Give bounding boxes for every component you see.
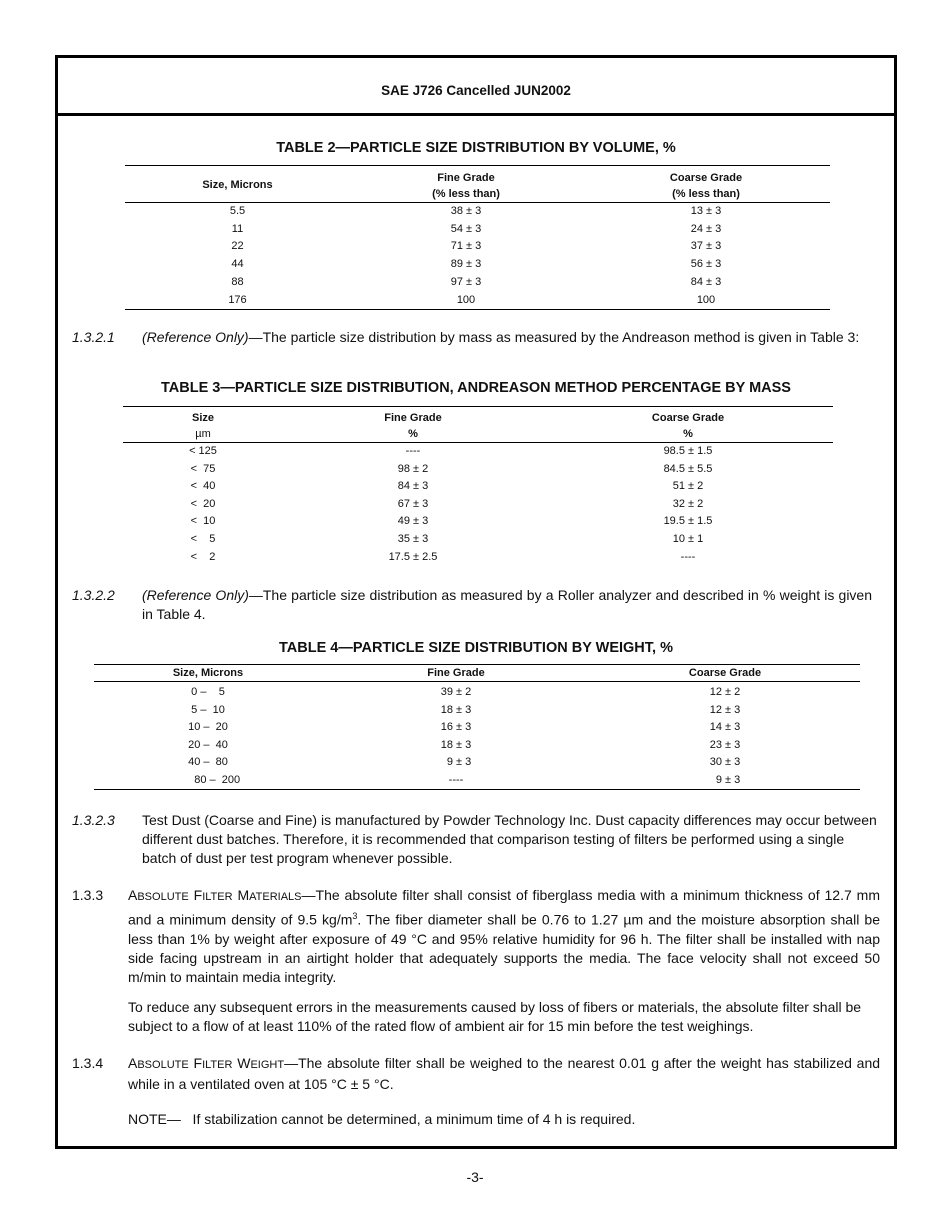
table-row [94, 719, 860, 737]
table-cell: 9 ± 3 [709, 773, 741, 786]
page-number: -3- [466, 1169, 484, 1185]
table-cell: 51 ± 2 [672, 480, 704, 493]
table-cell: 84 ± 3 [397, 480, 429, 493]
page-frame [55, 55, 897, 1149]
table-cell: 176 [228, 293, 247, 306]
table-cell: 54 ± 3 [450, 222, 482, 235]
table-row [94, 737, 860, 755]
table-cell: 23 ± 3 [709, 738, 741, 751]
table-3-header-coarse-line1: Coarse Grade [651, 412, 725, 424]
heading-word-rest: ILTER [202, 1059, 233, 1071]
section-1321-lead: (Reference Only) [142, 329, 249, 345]
table-row [123, 478, 833, 496]
table-cell: 84 ± 3 [690, 275, 722, 288]
table-cell: ---- [448, 773, 464, 786]
table-4-caption: TABLE 4—PARTICLE SIZE DISTRIBUTION BY WEIGHT, % [279, 640, 673, 656]
table-row [125, 238, 830, 256]
table-cell: 10 – 20 [188, 721, 228, 734]
table-4 [94, 664, 860, 790]
section-134-text [128, 1054, 880, 1094]
table-cell: 13 ± 3 [690, 205, 722, 217]
table-cell: 22 [231, 240, 244, 253]
table-3-header-fine [283, 407, 543, 443]
table-2-header-size: Size, Microns [125, 166, 350, 203]
section-number-134: 1.3.4 [72, 1055, 104, 1071]
table-3-header-fine-line2: % [408, 428, 418, 440]
superscript-3: 3 [352, 911, 358, 921]
table-cell: 44 [231, 258, 244, 271]
heading-word: A [128, 1055, 138, 1071]
section-133-body-a: —The absolute filter shall consist of fiberglass media with a minimum thickness of 12.7 mm and a minimum density of 9.5 kg/m [128, 887, 880, 928]
heading-word-rest: BSOLUTE [137, 1059, 189, 1071]
table-cell: < 5 [190, 532, 216, 545]
table-cell: 12 ± 2 [709, 685, 741, 698]
table-cell: ---- [405, 445, 421, 457]
table-row [125, 292, 830, 310]
heading-word-rest: BSOLUTE [137, 891, 189, 903]
table-cell: 24 ± 3 [690, 222, 722, 235]
section-1323-text: Test Dust (Coarse and Fine) is manufactured by Powder Technology Inc. Dust capacity differences may occur between different dust batches. Therefore, it is recommended that comparison testing of filters be performed using a single batch of dust per test program whenever possible. [142, 812, 877, 866]
table-2-header-fine-line2: (% less than) [432, 188, 500, 200]
section-1321-text [142, 328, 872, 347]
table-cell: 12 ± 3 [709, 703, 741, 716]
table-row [94, 754, 860, 772]
table-row [123, 549, 833, 567]
table-cell: 17.5 ± 2.5 [388, 550, 438, 563]
table-cell: ---- [680, 550, 696, 563]
table-2 [125, 165, 830, 310]
table-2-header-coarse-line2: (% less than) [672, 188, 740, 200]
section-134-note: NOTE— If stabilization cannot be determined, a minimum time of 4 h is required. [128, 1111, 636, 1127]
table-cell: 35 ± 3 [397, 532, 429, 545]
heading-word-rest: ILTER [202, 891, 233, 903]
heading-word: F [193, 887, 203, 903]
table-cell: 97 ± 3 [450, 275, 482, 288]
table-cell: 5.5 [229, 205, 246, 217]
section-number-1321: 1.3.2.1 [72, 329, 115, 345]
table-4-header-fine: Fine Grade [322, 665, 590, 682]
table-cell: 88 [231, 275, 244, 288]
page-header [58, 58, 894, 116]
table-cell: 100 [456, 293, 476, 306]
table-cell: 38 ± 3 [450, 205, 482, 217]
table-cell: 19.5 ± 1.5 [663, 515, 713, 528]
table-row [123, 496, 833, 514]
table-cell: 71 ± 3 [450, 240, 482, 253]
table-cell: < 125 [189, 445, 217, 457]
section-133-text [128, 886, 880, 987]
table-cell: 16 ± 3 [440, 721, 472, 734]
table-3-header-size [123, 407, 283, 443]
table-cell: 0 – 5 [191, 685, 225, 698]
table-3-header-coarse [543, 407, 833, 443]
table-cell: 49 ± 3 [397, 515, 429, 528]
table-row [123, 461, 833, 479]
table-cell: 20 – 40 [188, 738, 228, 751]
table-cell: < 40 [190, 480, 216, 493]
section-number-1322: 1.3.2.2 [72, 587, 115, 603]
table-cell: < 10 [190, 515, 216, 528]
table-cell: < 75 [190, 462, 216, 475]
heading-word-rest: EIGHT [250, 1059, 285, 1071]
table-cell: 18 ± 3 [440, 703, 472, 716]
section-133-body-b: . The fiber diameter shall be 0.76 to 1.27 µm and the moisture absorption shall be less than 1% by weight after exposure of 49 °C and 95% relative humidity for 96 h. The filter shall be installed with nap side facing upstream in an airtight holder that adequately supports the media. The face velocity shall not exceed 50 m/min to maintain media integrity. [128, 911, 880, 985]
heading-word: M [237, 887, 250, 903]
section-133-heading [128, 887, 302, 903]
table-cell: 18 ± 3 [440, 738, 472, 751]
section-134-body: —The absolute filter shall be weighed to the nearest 0.01 g after the weight has stabilized and while in a ventilated oven at 105 °C ± 5 °C. [128, 1055, 881, 1092]
table-3-header-size-line2: µm [195, 428, 211, 440]
section-1322-text [142, 586, 872, 624]
table-row [123, 443, 833, 461]
table-2-header-fine [350, 166, 582, 203]
table-cell: 5 – 10 [191, 703, 225, 716]
table-cell: 40 – 80 [188, 756, 228, 769]
table-2-caption: TABLE 2—PARTICLE SIZE DISTRIBUTION BY VOLUME, % [276, 140, 676, 156]
table-cell: 67 ± 3 [397, 497, 429, 510]
table-cell: < 20 [190, 497, 216, 510]
section-134-heading [128, 1055, 284, 1071]
table-row [125, 274, 830, 292]
section-number-133: 1.3.3 [72, 887, 104, 903]
heading-word: A [128, 887, 138, 903]
table-row [123, 513, 833, 531]
table-row [94, 682, 860, 702]
table-cell: 11 [231, 222, 244, 235]
table-cell: 32 ± 2 [672, 497, 704, 510]
table-cell: 9 ± 3 [440, 756, 472, 769]
heading-word-rest: ATERIALS [249, 891, 302, 903]
table-row [125, 256, 830, 274]
table-3-header-fine-line1: Fine Grade [384, 412, 442, 424]
table-row [125, 221, 830, 239]
table-cell: 37 ± 3 [690, 240, 722, 253]
table-cell: 98.5 ± 1.5 [663, 445, 713, 457]
table-cell: 80 – 200 [175, 773, 241, 786]
table-row [94, 702, 860, 720]
table-cell: 14 ± 3 [709, 721, 741, 734]
table-cell: 89 ± 3 [450, 258, 482, 271]
table-3-header-size-line1: Size [191, 412, 214, 424]
section-1322-lead: (Reference Only) [142, 587, 249, 603]
table-cell: 10 ± 1 [672, 532, 704, 545]
table-2-header-fine-line1: Fine Grade [437, 172, 495, 184]
heading-word: W [237, 1055, 251, 1071]
table-3-caption: TABLE 3—PARTICLE SIZE DISTRIBUTION, ANDREASON METHOD PERCENTAGE BY MASS [161, 380, 791, 396]
table-row [123, 531, 833, 549]
document-title: SAE J726 Cancelled JUN2002 [381, 83, 571, 98]
table-4-header-coarse: Coarse Grade [590, 665, 860, 682]
table-3-header-coarse-line2: % [683, 428, 693, 440]
table-cell: 98 ± 2 [397, 462, 429, 475]
section-number-1323: 1.3.2.3 [72, 812, 115, 828]
table-cell: < 2 [190, 550, 216, 563]
table-cell: 100 [696, 293, 716, 306]
table-cell: 30 ± 3 [709, 756, 741, 769]
table-3 [123, 406, 833, 566]
table-row [94, 772, 860, 790]
section-1321-body: —The particle size distribution by mass as measured by the Andreason method is given in Table 3: [248, 329, 860, 345]
heading-word: F [193, 1055, 203, 1071]
section-1322-body: —The particle size distribution as measured by a Roller analyzer and described in % weight is given in Table 4. [142, 587, 872, 622]
table-cell: 39 ± 2 [440, 685, 472, 698]
table-2-header-coarse-line1: Coarse Grade [669, 172, 743, 184]
table-2-header-coarse [582, 166, 830, 203]
table-row [125, 203, 830, 221]
section-133-paragraph-2: To reduce any subsequent errors in the measurements caused by loss of fibers or materials, the absolute filter shall be subject to a flow of at least 110% of the rated flow of ambient air for 15 min before the test weighings. [128, 999, 862, 1034]
table-cell: 84.5 ± 5.5 [663, 462, 713, 475]
table-cell: 56 ± 3 [690, 258, 722, 271]
table-4-header-size: Size, Microns [94, 665, 322, 682]
